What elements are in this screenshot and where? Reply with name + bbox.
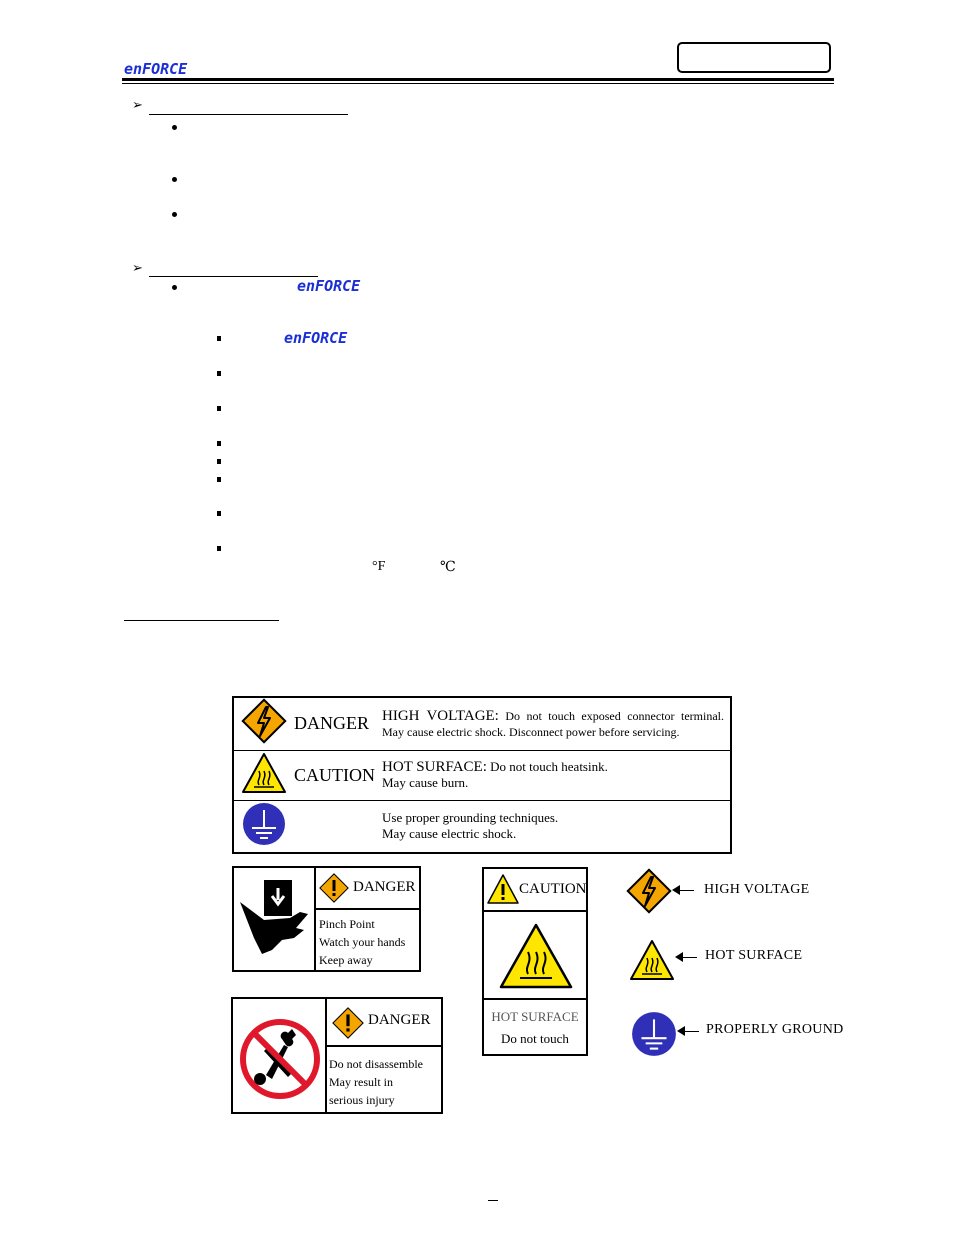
header-rule-thick xyxy=(122,78,834,81)
high-voltage-icon xyxy=(241,698,287,744)
warning-row-ground xyxy=(233,800,731,853)
bullet-icon xyxy=(172,212,177,217)
warning-text: May cause electric shock. xyxy=(382,826,517,841)
legend-arrow-icon xyxy=(675,952,683,962)
caution-triangle-icon xyxy=(486,873,520,905)
disassemble-title: DANGER xyxy=(368,1012,431,1028)
warning-text: Do not touch heatsink. xyxy=(490,759,608,774)
square-bullet-icon xyxy=(217,477,221,482)
square-bullet-icon xyxy=(217,546,221,551)
page-number-dash xyxy=(488,1200,498,1201)
fahrenheit-unit: °F xyxy=(372,559,386,574)
hot-title: CAUTION xyxy=(519,881,587,897)
pinch-point-label xyxy=(232,866,421,972)
section-heading-underline xyxy=(124,620,279,621)
header-logo: enFORCE xyxy=(124,60,188,78)
square-bullet-icon xyxy=(217,406,221,411)
warning-text: May cause burn. xyxy=(382,775,469,790)
hot-line2: Do not touch xyxy=(501,1031,569,1046)
pinch-title: DANGER xyxy=(353,879,416,895)
disassemble-text: Do not disassemble May result in serious injury xyxy=(329,1057,423,1107)
warning-row-danger xyxy=(233,697,731,750)
warning-text: Use proper grounding techniques. xyxy=(382,810,559,825)
pinch-text: Pinch Point Watch your hands Keep away xyxy=(319,917,406,967)
pinch-hand-icon xyxy=(234,868,314,968)
warning-lead: HIGH VOLTAGE: xyxy=(382,707,499,724)
hot-surface-icon xyxy=(240,751,288,795)
header-box xyxy=(677,42,831,73)
warning-diamond-icon xyxy=(332,1007,364,1039)
warning-lead: HOT SURFACE: xyxy=(382,759,487,775)
no-disassembly-icon xyxy=(238,1017,322,1101)
section-heading-underline xyxy=(149,276,318,277)
square-bullet-icon xyxy=(217,336,221,341)
section-heading-underline xyxy=(149,114,348,115)
ground-icon xyxy=(630,1010,678,1058)
celsius-unit: ℃ xyxy=(440,560,456,575)
square-bullet-icon xyxy=(217,459,221,464)
legend-arrow-icon xyxy=(677,1026,685,1036)
legend-label: HIGH VOLTAGE xyxy=(704,882,810,897)
section-arrow-icon: ➢ xyxy=(132,98,143,113)
warning-table xyxy=(232,696,732,854)
square-bullet-icon xyxy=(217,371,221,376)
legend-arrow-icon xyxy=(672,885,680,895)
section-arrow-icon: ➢ xyxy=(132,261,143,276)
bullet-icon xyxy=(172,177,177,182)
inline-logo: enFORCE xyxy=(284,329,348,347)
square-bullet-icon xyxy=(217,441,221,446)
warning-text: Do not touch exposed connector terminal. May cause electric shock. Disconnect power before servicing. xyxy=(382,708,724,739)
bullet-icon xyxy=(172,125,177,130)
square-bullet-icon xyxy=(217,511,221,516)
warning-row-caution xyxy=(233,750,731,800)
hot-line1: HOT SURFACE xyxy=(491,1009,579,1024)
header-rule-thin xyxy=(122,83,834,84)
legend-label: HOT SURFACE xyxy=(705,948,803,963)
legend-label: PROPERLY GROUND xyxy=(706,1022,844,1037)
warning-label: CAUTION xyxy=(294,750,382,800)
hot-surface-icon xyxy=(498,922,574,990)
warning-diamond-icon xyxy=(319,873,349,903)
warning-label: DANGER xyxy=(294,713,369,734)
warning-label xyxy=(294,800,382,853)
bullet-icon xyxy=(172,285,177,290)
hot-surface-label xyxy=(482,867,588,1056)
high-voltage-icon xyxy=(625,867,673,915)
disassemble-label xyxy=(231,997,443,1114)
ground-icon xyxy=(241,801,287,847)
inline-logo: enFORCE xyxy=(297,277,361,295)
hot-surface-icon xyxy=(628,938,676,982)
